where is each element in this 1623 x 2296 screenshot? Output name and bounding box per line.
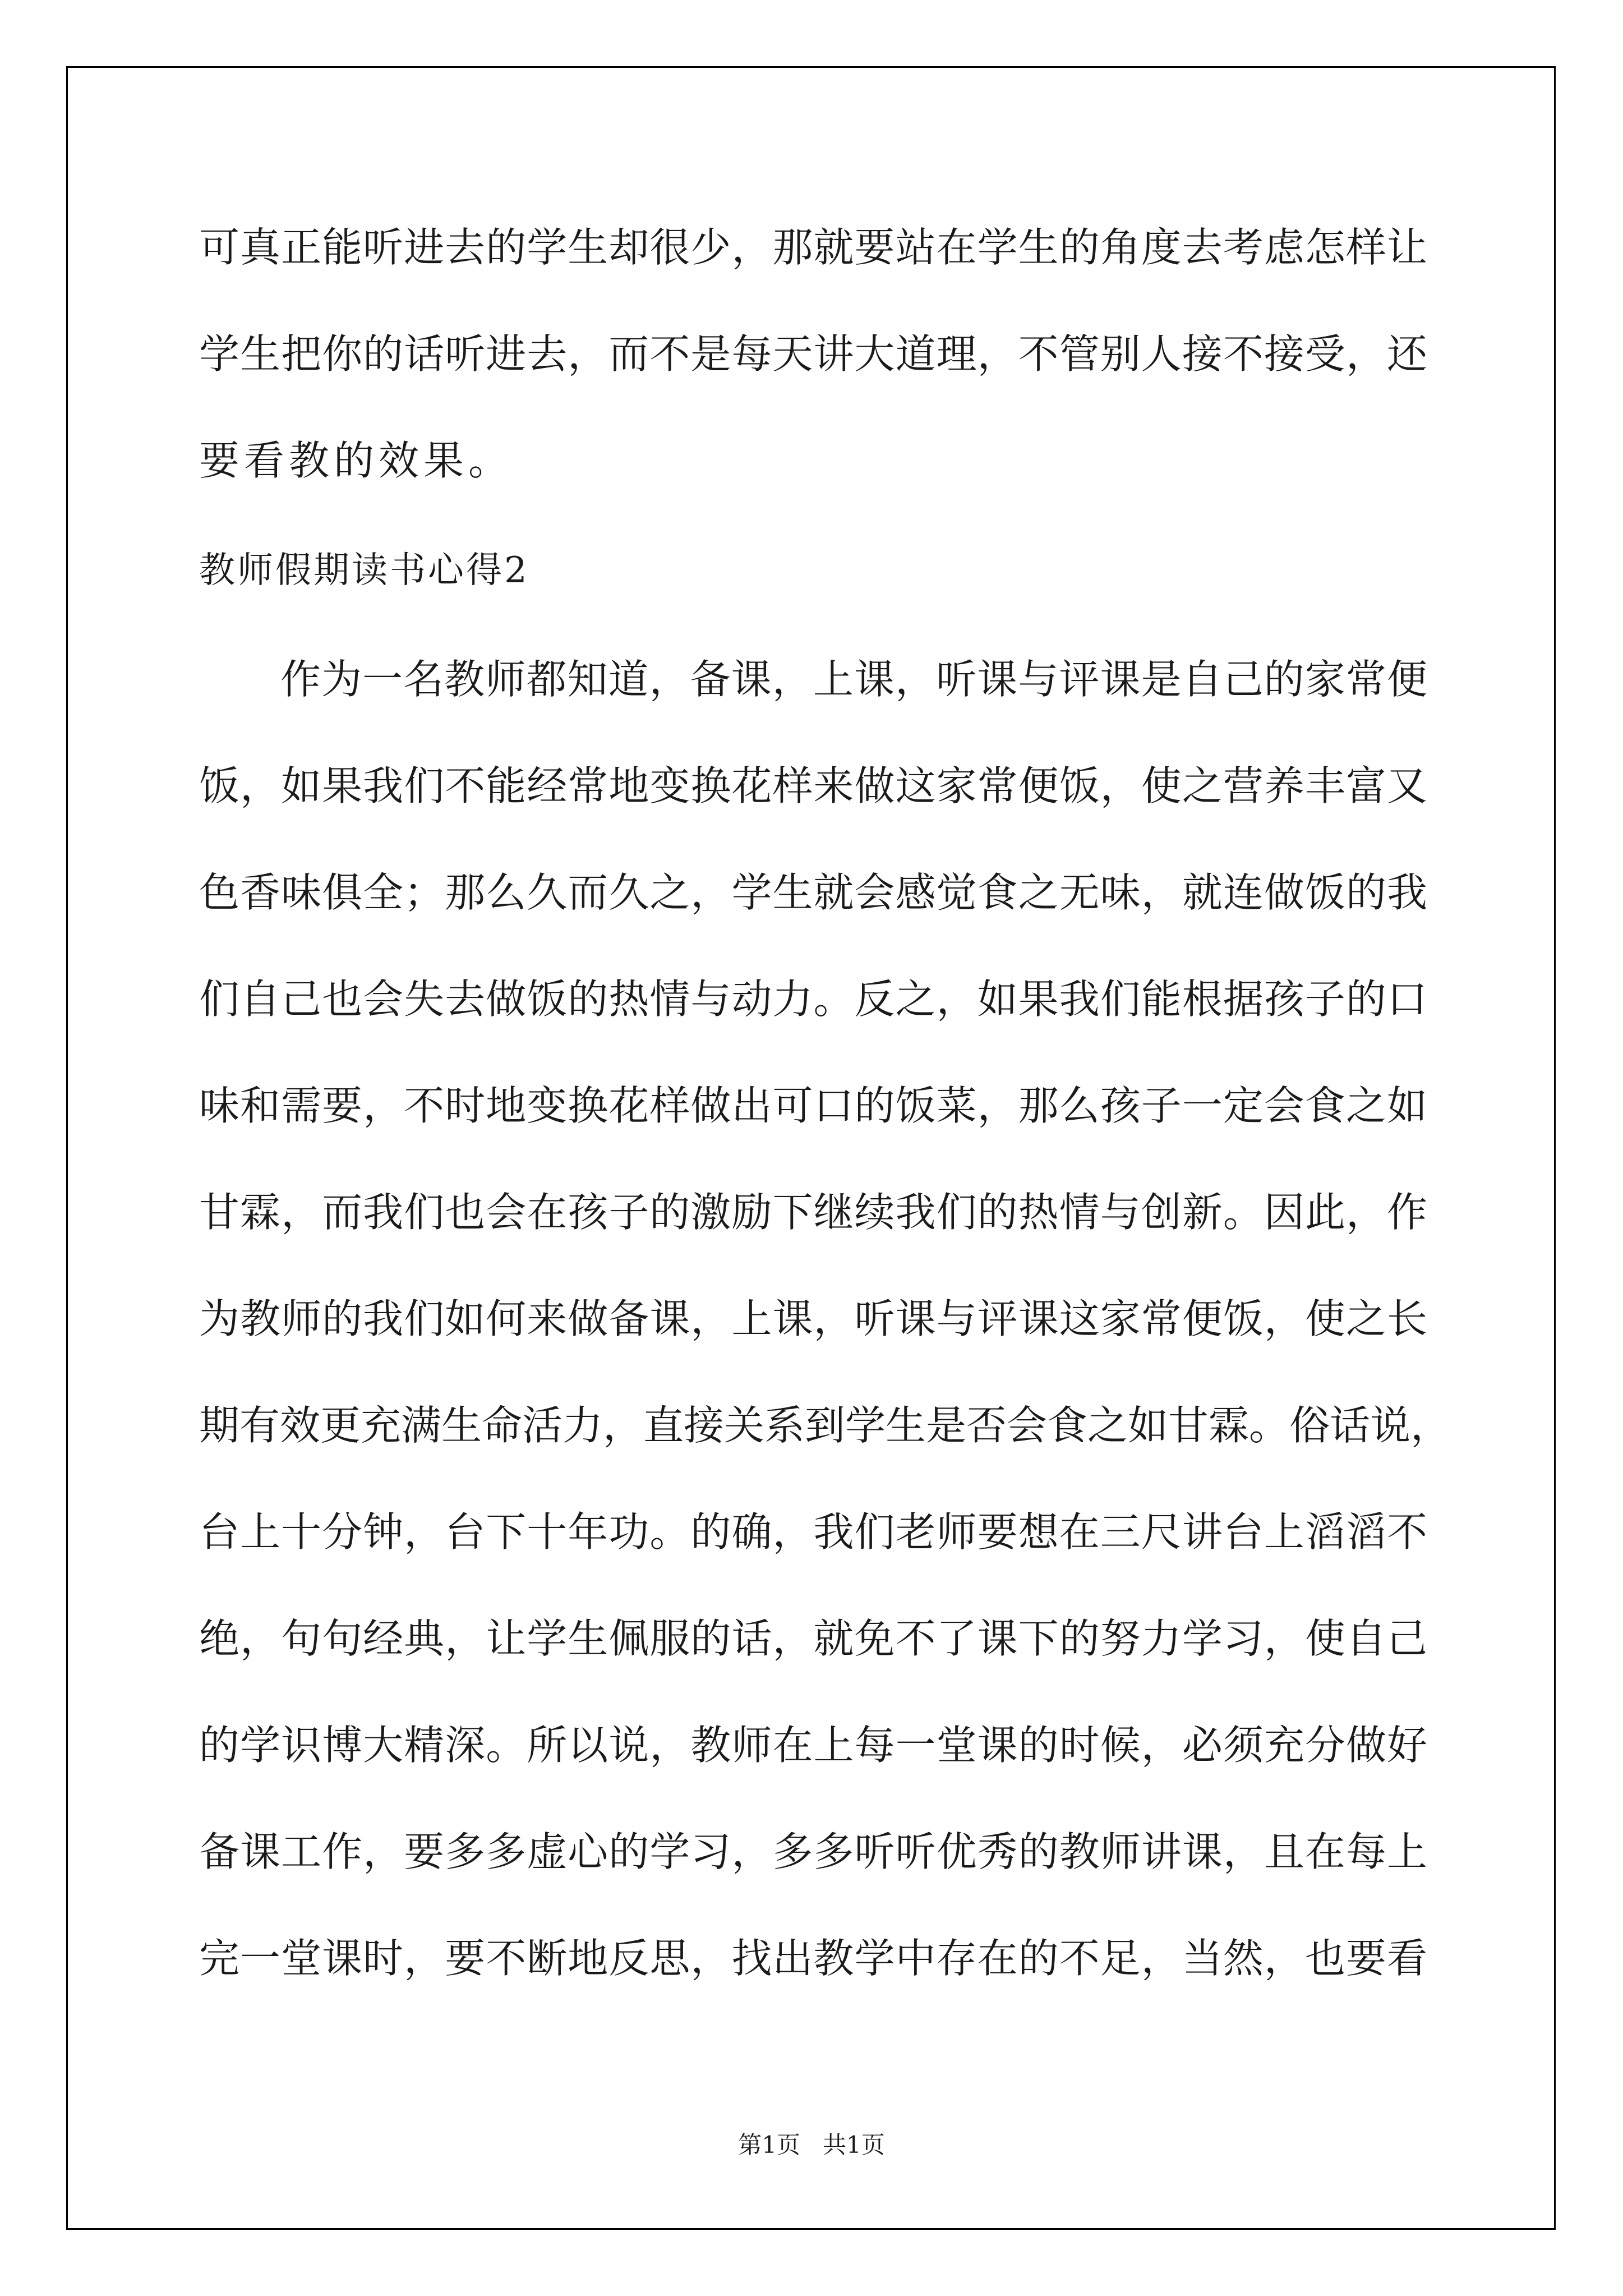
text-line: 为教师的我们如何来做备课，上课，听课与评课这家常便饭，使之长 [199,1295,1427,1342]
text-line: 学生把你的话听进去，而不是每天讲大道理，不管别人接不接受，还 [199,330,1427,378]
text-line: 的学识博大精深。所以说，教师在上每一堂课的时候，必须充分做好 [199,1722,1427,1769]
text-line: 绝，句句经典，让学生佩服的话，就免不了课下的努力学习，使自己 [199,1615,1427,1662]
text-line: 作为一名教师都知道，备课，上课，听课与评课是自己的家常便 [280,656,1427,703]
text-line: 台上十分钟，台下十年功。的确，我们老师要想在三尺讲台上滔滔不 [199,1508,1427,1556]
page-number: 第1页 共1页 [738,2131,885,2159]
text-line: 要看教的效果。 [199,437,514,484]
text-line: 饭，如果我们不能经常地变换花样来做这家常便饭，使之营养丰富又 [199,762,1427,809]
text-line: 们自己也会失去做饭的热情与动力。反之，如果我们能根据孩子的口 [199,976,1427,1023]
text-line: 甘霖，而我们也会在孩子的激励下继续我们的热情与创新。因此，作 [199,1189,1427,1236]
text-line: 备课工作，要多多虚心的学习，多多听听优秀的教师讲课，且在每上 [199,1828,1427,1875]
page-border [66,66,1556,2230]
text-line: 期有效更充满生命活力，直接关系到学生是否会食之如甘霖。俗话说， [199,1402,1451,1449]
section-title: 教师假期读书心得2 [199,550,529,591]
text-line: 可真正能听进去的学生却很少，那就要站在学生的角度去考虑怎样让 [199,224,1427,271]
text-line: 色香味俱全；那么久而久之，学生就会感觉食之无味，就连做饭的我 [199,869,1427,916]
text-line: 味和需要，不时地变换花样做出可口的饭菜，那么孩子一定会食之如 [199,1082,1427,1129]
text-line: 完一堂课时，要不断地反思，找出教学中存在的不足，当然，也要看 [199,1935,1427,1982]
